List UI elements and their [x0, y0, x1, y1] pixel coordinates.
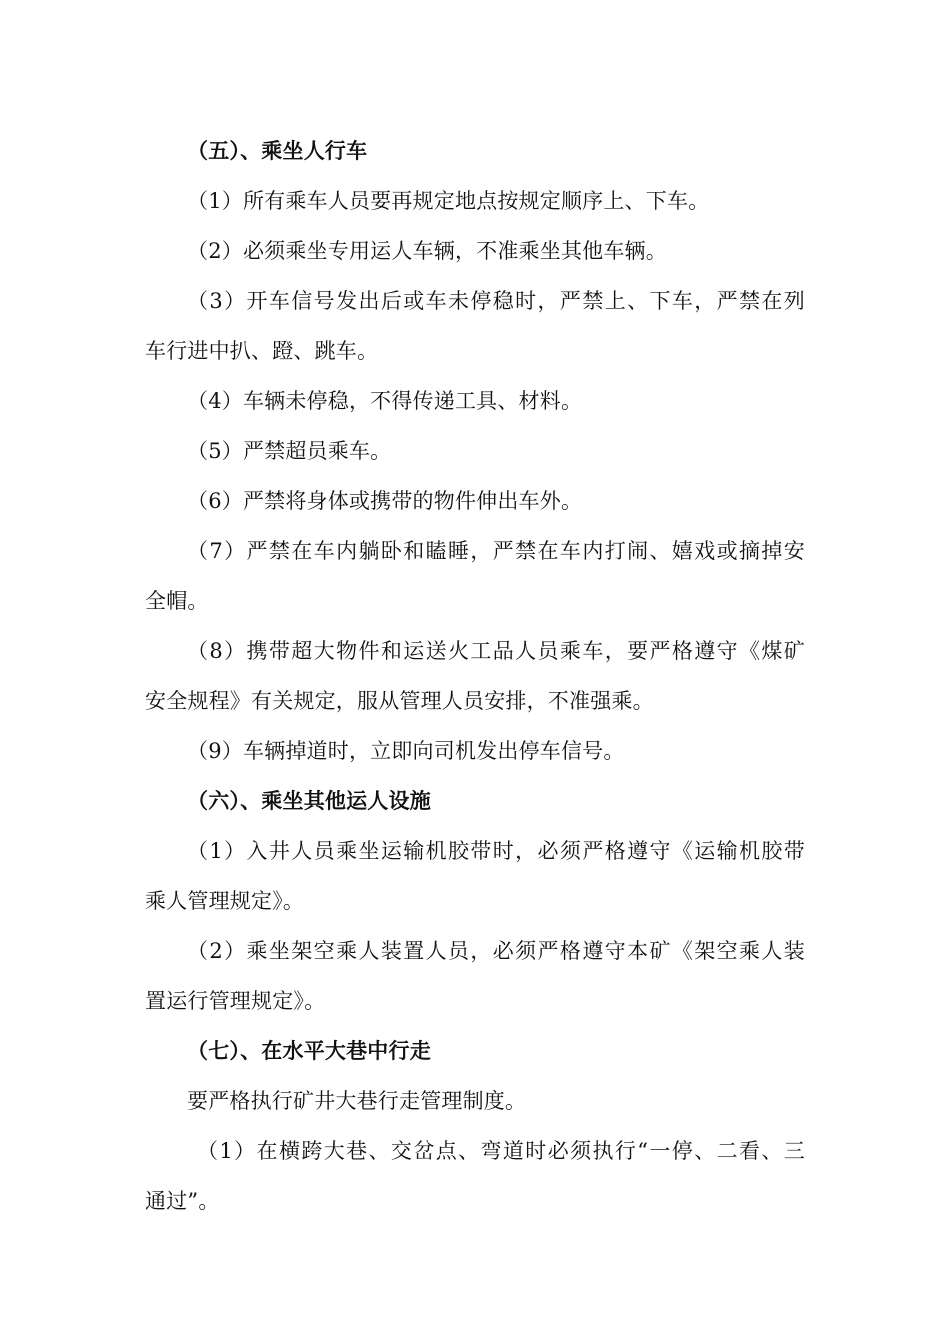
paragraph-line: （7）严禁在车内躺卧和瞌睡，严禁在车内打闹、嬉戏或摘掉安 [187, 539, 805, 563]
paragraph-line: （6）严禁将身体或携带的物件伸出车外。 [187, 489, 583, 513]
paragraph-line: （9）车辆掉道时，立即向司机发出停车信号。 [187, 739, 625, 763]
paragraph-line: 车行进中扒、蹬、跳车。 [145, 339, 379, 363]
paragraph-line: （8）携带超大物件和运送火工品人员乘车，要严格遵守《煤矿 [187, 639, 805, 663]
paragraph-line: （1）所有乘车人员要再规定地点按规定顺序上、下车。 [187, 189, 710, 213]
paragraph-line: 要严格执行矿井大巷行走管理制度。 [187, 1089, 527, 1113]
section-heading-5: （五）、乘坐人行车 [187, 139, 368, 163]
paragraph-line: （1）入井人员乘坐运输机胶带时，必须严格遵守《运输机胶带 [187, 839, 805, 863]
section-heading-7: （七）、在水平大巷中行走 [187, 1039, 431, 1063]
paragraph-line: 全帽。 [145, 589, 209, 613]
paragraph-line: （2）必须乘坐专用运人车辆，不准乘坐其他车辆。 [187, 239, 667, 263]
paragraph-line: （3）开车信号发出后或车未停稳时，严禁上、下车，严禁在列 [187, 289, 805, 313]
section-heading-6: （六）、乘坐其他运人设施 [187, 789, 431, 813]
paragraph-line: 安全规程》有关规定，服从管理人员安排，不准强乘。 [145, 689, 654, 713]
paragraph-line: 乘人管理规定》。 [145, 889, 305, 913]
paragraph-line: 置运行管理规定》。 [145, 989, 326, 1013]
paragraph-line: （2）乘坐架空乘人装置人员，必须严格遵守本矿《架空乘人装 [187, 939, 805, 963]
paragraph-line: （1）在横跨大巷、交岔点、弯道时必须执行“一停、二看、三 [197, 1139, 805, 1163]
paragraph-line: 通过”。 [145, 1189, 220, 1213]
paragraph-line: （5）严禁超员乘车。 [187, 439, 392, 463]
paragraph-line: （4）车辆未停稳，不得传递工具、材料。 [187, 389, 583, 413]
document-body [145, 126, 805, 1226]
